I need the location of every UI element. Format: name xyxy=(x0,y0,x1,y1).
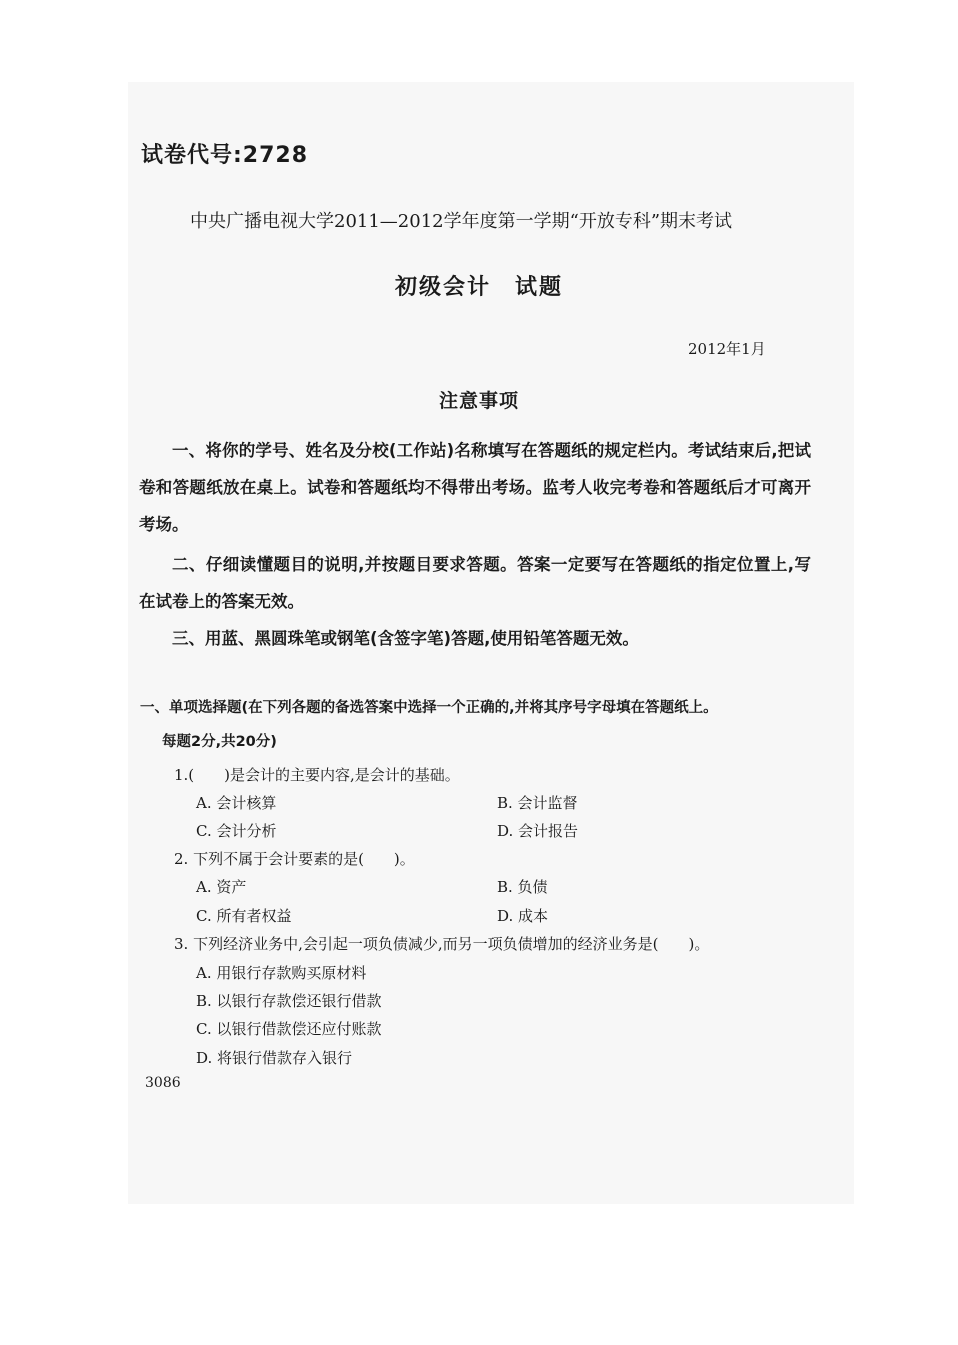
question-3-option-c: C. 以银行借款偿还应付账款 xyxy=(196,1020,382,1038)
notice-item-1: 一、将你的学号、姓名及分校(工作站)名称填写在答题纸的规定栏内。考试结束后,把试卷和答题纸放在桌上。试卷和答题纸均不得带出考场。监考人收完考卷和答题纸后才可离开考场。 xyxy=(139,441,811,534)
question-1-option-d: D. 会计报告 xyxy=(497,822,579,840)
exam-title-suffix: 试题 xyxy=(515,275,564,300)
question-3-option-b: B. 以银行存款偿还银行借款 xyxy=(196,992,382,1010)
section-subtitle: 每题2分,共20分) xyxy=(162,734,277,750)
question-2-option-c: C. 所有者权益 xyxy=(196,907,292,925)
exam-date: 2012年1月 xyxy=(688,340,766,358)
question-3-option-a: A. 用银行存款购买原材料 xyxy=(196,964,367,982)
question-2-stem: 2. 下列不属于会计要素的是( )。 xyxy=(174,850,415,868)
question-2-option-b: B. 负债 xyxy=(497,878,548,896)
question-1-option-b: B. 会计监督 xyxy=(497,794,578,812)
exam-header: 中央广播电视大学2011—2012学年度第一学期“开放专科”期末考试 xyxy=(190,211,733,232)
notice-heading: 注意事项 xyxy=(438,390,519,412)
question-2-option-a: A. 资产 xyxy=(196,878,247,896)
section-title: 一、单项选择题(在下列各题的备选答案中选择一个正确的,并将其序号字母填在答题纸上。 xyxy=(140,700,718,716)
question-3-option-d: D. 将银行借款存入银行 xyxy=(196,1049,353,1067)
question-2-option-d: D. 成本 xyxy=(497,907,549,925)
paper-code: 试卷代号:2728 xyxy=(141,143,309,168)
question-1-option-c: C. 会计分析 xyxy=(196,822,277,840)
page-number: 3086 xyxy=(145,1075,181,1091)
question-1-option-a: A. 会计核算 xyxy=(196,794,277,812)
exam-title xyxy=(0,270,958,301)
notice-item-2: 二、仔细读懂题目的说明,并按题目要求答题。答案一定要写在答题纸的指定位置上,写在试卷上的答案无效。 xyxy=(139,555,811,611)
notice-item-3: 三、用蓝、黑圆珠笔或钢笔(含签字笔)答题,使用铅笔答题无效。 xyxy=(172,629,639,648)
question-1-stem: 1.( )是会计的主要内容,是会计的基础。 xyxy=(174,766,460,784)
question-3-stem: 3. 下列经济业务中,会引起一项负债减少,而另一项负债增加的经济业务是( )。 xyxy=(174,935,710,953)
exam-subject: 初级会计 xyxy=(394,275,491,300)
